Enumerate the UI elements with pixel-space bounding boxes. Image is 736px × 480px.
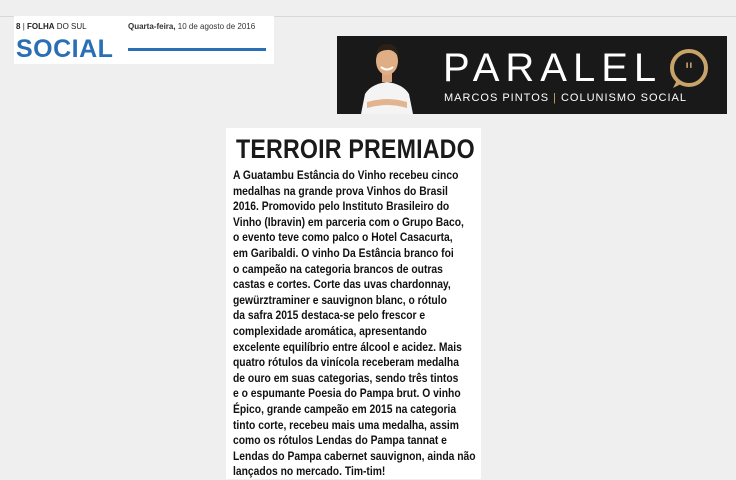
article-body: [233, 168, 493, 480]
article-line: da safra 2015 destaca-se pelo frescor e: [233, 308, 426, 323]
article-line: Vinho (Ibravin) em parceria com o Grupo Baco,: [233, 214, 464, 229]
page-number: 8: [16, 22, 21, 31]
article-line: e o espumante Poesia do Pampa brut. O vinho: [233, 386, 461, 401]
article-line: Lendas do Pampa cabernet sauvignon, ainda não: [233, 448, 476, 463]
column-type: COLUNISMO SOCIAL: [560, 92, 687, 104]
column-banner: [337, 36, 727, 114]
weekday: Quarta-feira,: [128, 22, 176, 31]
newspaper-name: [27, 22, 87, 31]
article-line: como os rótulos Lendas do Pampa tannat e: [233, 433, 447, 448]
meta-separator: |: [22, 22, 25, 31]
article-line: complexidade aromática, apresentando: [233, 323, 427, 338]
date-text: 10 de agosto de 2016: [175, 22, 256, 31]
article-line: de ouro em suas categorias, sendo três tintos: [233, 370, 459, 385]
article-line: 2016. Promovido pelo Instituto Brasileiro do: [233, 199, 450, 214]
columnist-portrait: [357, 36, 417, 114]
article-line: medalhas na grande prova Vinhos do Brasil: [233, 183, 448, 198]
subtitle-divider: |: [553, 92, 557, 104]
article-line: gewürztraminer e sauvignon blanc, o rótulo: [233, 292, 447, 307]
article-line: excelente equilíbrio entre álcool e acidez. Mais: [233, 339, 462, 354]
section-title: SOCIAL: [16, 35, 114, 63]
article-line: quatro rótulos da vinícola receberam medalha: [233, 355, 459, 370]
page-meta: [16, 22, 87, 31]
svg-text:": ": [684, 58, 694, 82]
column-brand-name: PARALEL: [443, 46, 663, 90]
section-rule: [128, 48, 266, 51]
column-subtitle: [444, 92, 687, 104]
article-line: o evento teve como palco o Hotel Casacurta,: [233, 230, 453, 245]
newspaper-name-thin: DO SUL: [54, 22, 87, 31]
article-line: o campeão na categoria brancos de outras: [233, 261, 443, 276]
article-line: lançados no mercado. Tim-tim!: [233, 464, 386, 479]
publication-date: [128, 22, 255, 31]
article-line: em Garibaldi. O vinho Da Estância branco foi: [233, 245, 454, 260]
columnist-name: MARCOS PINTOS: [444, 92, 550, 104]
article-line: Épico, grande campeão em 2015 na categoria: [233, 401, 457, 416]
article-line: A Guatambu Estância do Vinho recebeu cinco: [233, 168, 459, 182]
article-headline: TERROIR PREMIADO: [236, 134, 475, 164]
newspaper-name-bold: FOLHA: [27, 22, 55, 31]
article-line: tinto corte, recebeu mais uma medalha, assim: [233, 417, 459, 432]
article-line: castas e cortes. Corte das uvas chardonnay,: [233, 277, 451, 292]
speech-bubble-logo-icon: [667, 47, 711, 91]
